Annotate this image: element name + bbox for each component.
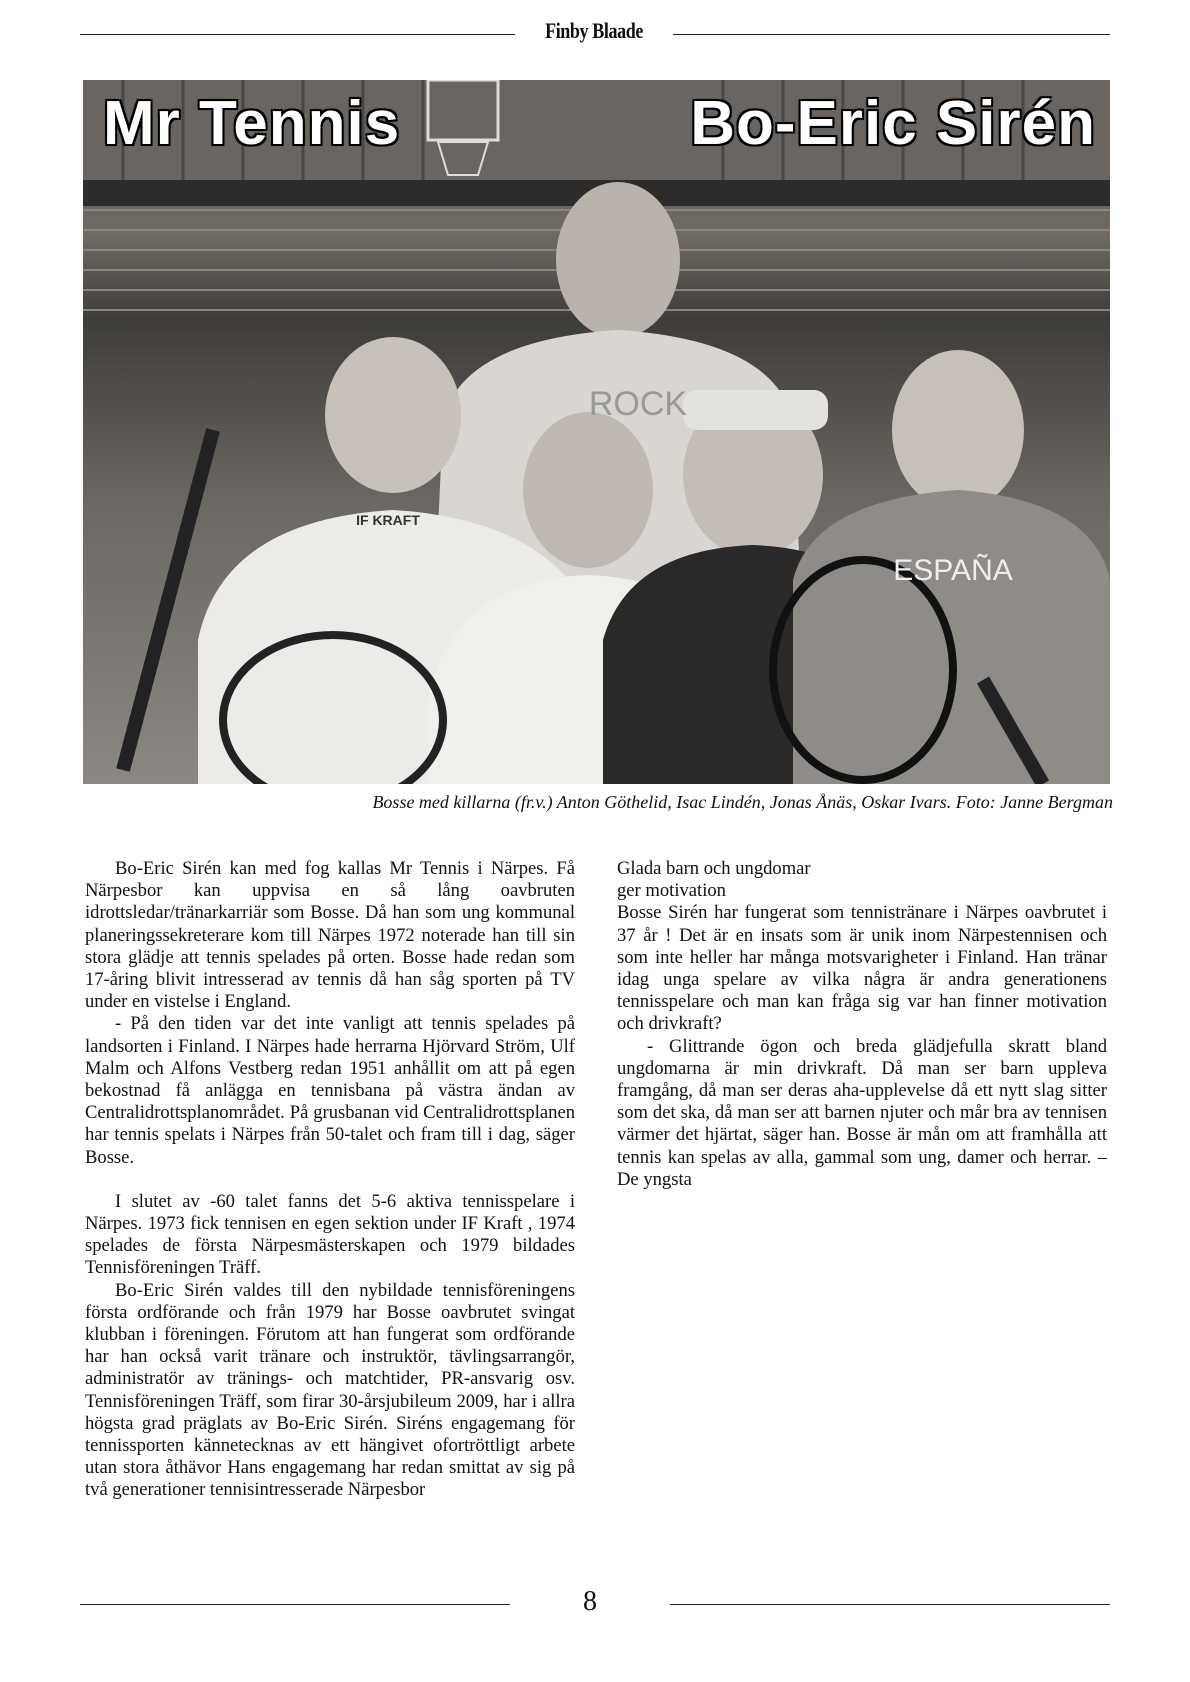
publication-name: Finby Blaade — [545, 18, 643, 43]
footer-rule-left — [80, 1604, 510, 1605]
subheading-line: ger motivation — [617, 880, 726, 902]
paragraph: - På den tiden var det inte vanligt att tennis spelades på landsorten i Finland. I Närpes hade herrarna Hjörvard Ström, Ulf Malm och Alfons Vestberg redan 1951 anhållit om att på egen bekostnad få anlägga en tennisbana på västra ändan av Centralidrottsplanområdet. På grusbanan vid Centralidrottsplanen har tennis spelats i Närpes från 50-talet och fram till i dag, säger Bosse. — [85, 1013, 575, 1168]
photo-caption: Bosse med killarna (fr.v.) Anton Göthelid, Isac Lindén, Jonas Ånäs, Oskar Ivars. Foto: Janne Bergman — [372, 792, 1113, 812]
shirt-text-rock: ROCK — [588, 385, 688, 423]
paragraph: Bo-Eric Sirén valdes till den nybildade tennisföreningens första ordförande och från 1979 har Bosse oavbrutet svingat klubban i föreningen. Förutom att han fungerat som ordförande har han också varit tränare och instruktör, tävlingsarrangör, administratör av tränings- och matchtider, PR-ansvarig osv. Tennisföreningen Träff, som firar 30-årsjubileum 2009, har i allra högsta grad präglats av Bo-Eric Sirén. Siréns engagemang för tennissporten kännetecknas av ett hängivet ofortröttligt arbete utan stora åthävor Hans engagemang har redan smittat av sig på två generationer tennisintresserade Närpesbor — [85, 1279, 575, 1501]
masthead — [80, 18, 1110, 58]
subheading-line: Glada barn och ungdomar — [617, 858, 811, 879]
masthead-rule-right — [673, 34, 1110, 35]
page-footer — [80, 1582, 1110, 1622]
headline-right: Bo-Eric Sirén — [690, 89, 1096, 158]
paragraph: I slutet av -60 talet fanns det 5-6 aktiva tennisspelare i Närpes. 1973 fick tennisen en egen sektion under IF Kraft , 1974 spelades de första Närpesmästerskapen och 1979 bildades Tennisföreningen Träff. — [85, 1190, 575, 1279]
article-photo — [83, 80, 1110, 784]
shirt-text-espana: ESPAÑA — [893, 554, 1013, 587]
masthead-rule-left — [80, 34, 515, 35]
headline-left: Mr Tennis — [103, 89, 401, 158]
footer-rule-right — [670, 1604, 1110, 1605]
paragraph: - Glittrande ögon och breda glädjefulla skratt bland ungdomarna är min drivkraft. Då man ser barn uppleva framgång, då man ser deras aha-upplevelse då ett nytt slag sitter som det ska, då man ser att barnen njuter och mår bra av tennisen värmer det hjärtat, säger han. Bosse är mån om att framhålla att tennis kan spelas av alla, gammal som ung, damer och herrar. – De yngsta — [617, 1035, 1107, 1190]
photo-illustration — [83, 80, 1110, 784]
article-column-left — [85, 858, 575, 1502]
article-column-right — [617, 858, 1107, 1191]
paragraph: Bo-Eric Sirén kan med fog kallas Mr Tennis i Närpes. Få Närpesbor kan uppvisa en så lång oavbruten idrottsledar/tränarkarriär som Bosse. Då han som ung kommunal planeringssekreterare kom till Närpes 1972 noterade han till sin stora glädje att tennis spelades på orten. Bosse hade redan som 17-åring blivit intresserad av tennis då han såg sporten på TV under en vistelse i England. — [85, 858, 575, 1013]
shirt-text-if-kraft: IF KRAFT — [356, 512, 420, 528]
paragraph: Bosse Sirén har fungerat som tennistränare i Närpes oavbrutet i 37 år ! Det är en insats som är unik inom Närpestennisen och som inte heller har många motsvarigheter i Finland. Han tränar idag unga spelare av vilka några är andra generationens tennisspelare och man kan fråga sig var han finner motivation och drivkraft? — [617, 902, 1107, 1035]
page-number: 8 — [583, 1586, 597, 1617]
